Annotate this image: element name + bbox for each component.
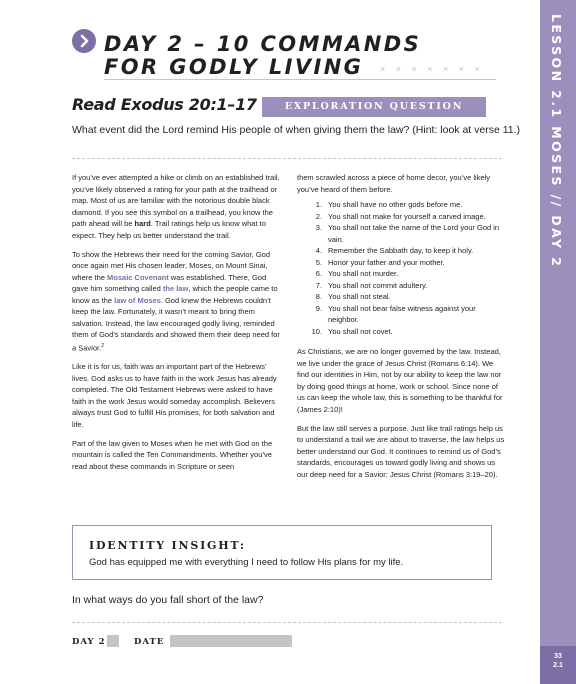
list-item: 6. You shall not murder. [315, 269, 399, 278]
list-item: 4. Remember the Sabbath day, to keep it holy. [315, 246, 474, 255]
page-number [540, 646, 576, 684]
footer-date-label: DATE [134, 637, 165, 647]
footer-day-label: DAY 2 [72, 637, 106, 647]
page-number-lesson: 2.1 [553, 662, 563, 669]
list-item: 1. You shall have no other gods before me. [315, 200, 463, 209]
paragraph-ten-commandments: Part of the law given to Moses when he met with God on the mountain is called the Ten Commandments. Whether you’ve read about these commands in Scripture or seen [72, 438, 273, 471]
answer-line [72, 158, 502, 159]
day-checkbox[interactable] [107, 635, 119, 647]
title-underline [104, 79, 496, 80]
list-item: 9. You shall not bear false witness against your neighbor. [315, 303, 476, 324]
footnote-marker: 2 [101, 342, 104, 349]
reflection-question: In what ways do you fall short of the law? [72, 594, 264, 606]
exploration-banner: EXPLORATION QUESTION [262, 97, 486, 117]
date-field[interactable] [170, 635, 292, 647]
paragraph-purpose: But the law still serves a purpose. Just like trail ratings help us to understand a trail we are about to traverse, the law helps us better understand our God. It continues to remind us of God’s standards, encourages us toward godly living and shows us our deep need for a Savior: Jesus Christ (Romans 3:19–20). [297, 423, 505, 479]
paragraph-trail-ratings: If you’ve ever attempted a hike or climb on an established trail, you’ve likely observed a rating for your path at the trailhead or map. Most of us are familiar with the notorious double black diamond. If you see this symbol on a trailhead, you know the path ahead will be hard. Trail ratings help us know what to expect. They help us better understand the trail. [72, 173, 280, 240]
identity-insight-title: IDENTITY INSIGHT: [89, 539, 246, 552]
body-column-right [297, 172, 507, 488]
answer-line [72, 622, 502, 623]
term-mosaic-covenant: Mosaic Covenant [107, 272, 169, 282]
page-title-line2: FOR GODLY LIVING [104, 55, 364, 79]
body-column-left [72, 172, 282, 480]
page-number-main: 33 [554, 653, 562, 660]
reading-reference: Read Exodus 20:1–17 [72, 95, 257, 114]
chevron-right-icon [72, 29, 96, 53]
list-item: 3. You shall not take the name of the Lord your God in vain. [315, 223, 500, 244]
page-title [104, 33, 421, 79]
paragraph-mosaic-covenant: To show the Hebrews their need for the coming Savior, God once again met His chosen leader, Moses, on Mount Sinai, where the Mosaic Covenant was established. There, God gave him something called the law, which the people came to know as the law of Moses. God knew the Hebrews couldn’t keep the law. Fortunately, it wasn’t meant to bring them salvation. Instead, the law encouraged godly living, reminded them of God’s standards and showed them their deep need for a Savior.$^2$ [72, 249, 280, 352]
page-title-line1: DAY 2 – 10 COMMANDS [104, 32, 422, 56]
exploration-question: What event did the Lord remind His people of when giving them the law? (Hint: look at verse 11.) [72, 124, 521, 136]
paragraph-grace: As Christians, we are no longer governed by the law. Instead, we live under the grace of Jesus Christ (Romans 6:14). We find our identities in Him, not by our ability to keep the law nor by doing good things at home, work or school. Since none of us can keep the whole law, this is something to be thankful for (James 2:10)! [297, 347, 503, 414]
commandments-list [311, 199, 507, 337]
title-decoration: × × × × × × × [380, 64, 484, 74]
list-item: 8. You shall not steal. [315, 292, 391, 301]
lesson-side-label: LESSON 2.1 MOSES // DAY 2 [549, 14, 564, 269]
term-law-of-moses: law of Moses [114, 295, 161, 305]
term-the-law: the law [162, 284, 189, 293]
identity-insight-box [72, 525, 492, 580]
list-item: 10. You shall not covet. [311, 326, 393, 336]
paragraph-faith: Like it is for us, faith was an important part of the Hebrews’ lives. God asks us to have faith in the work Jesus has already completed. The Old Testament Hebrews were asked to have faith in the work Jesus would someday accomplish. Believers always trust God to fulfill His promises, for both salvation and life. [72, 362, 277, 429]
list-item: 5. Honor your father and your mother. [315, 257, 445, 267]
identity-insight-text: God has equipped me with everything I need to follow His plans for my life. [89, 557, 404, 568]
list-item: 7. You shall not commit adultery. [315, 280, 428, 290]
list-item: 2. You shall not make for yourself a carved image. [315, 211, 486, 221]
paragraph-continued: them scrawled across a piece of home decor, you’ve likely you’ve heard of them before. [297, 173, 491, 194]
